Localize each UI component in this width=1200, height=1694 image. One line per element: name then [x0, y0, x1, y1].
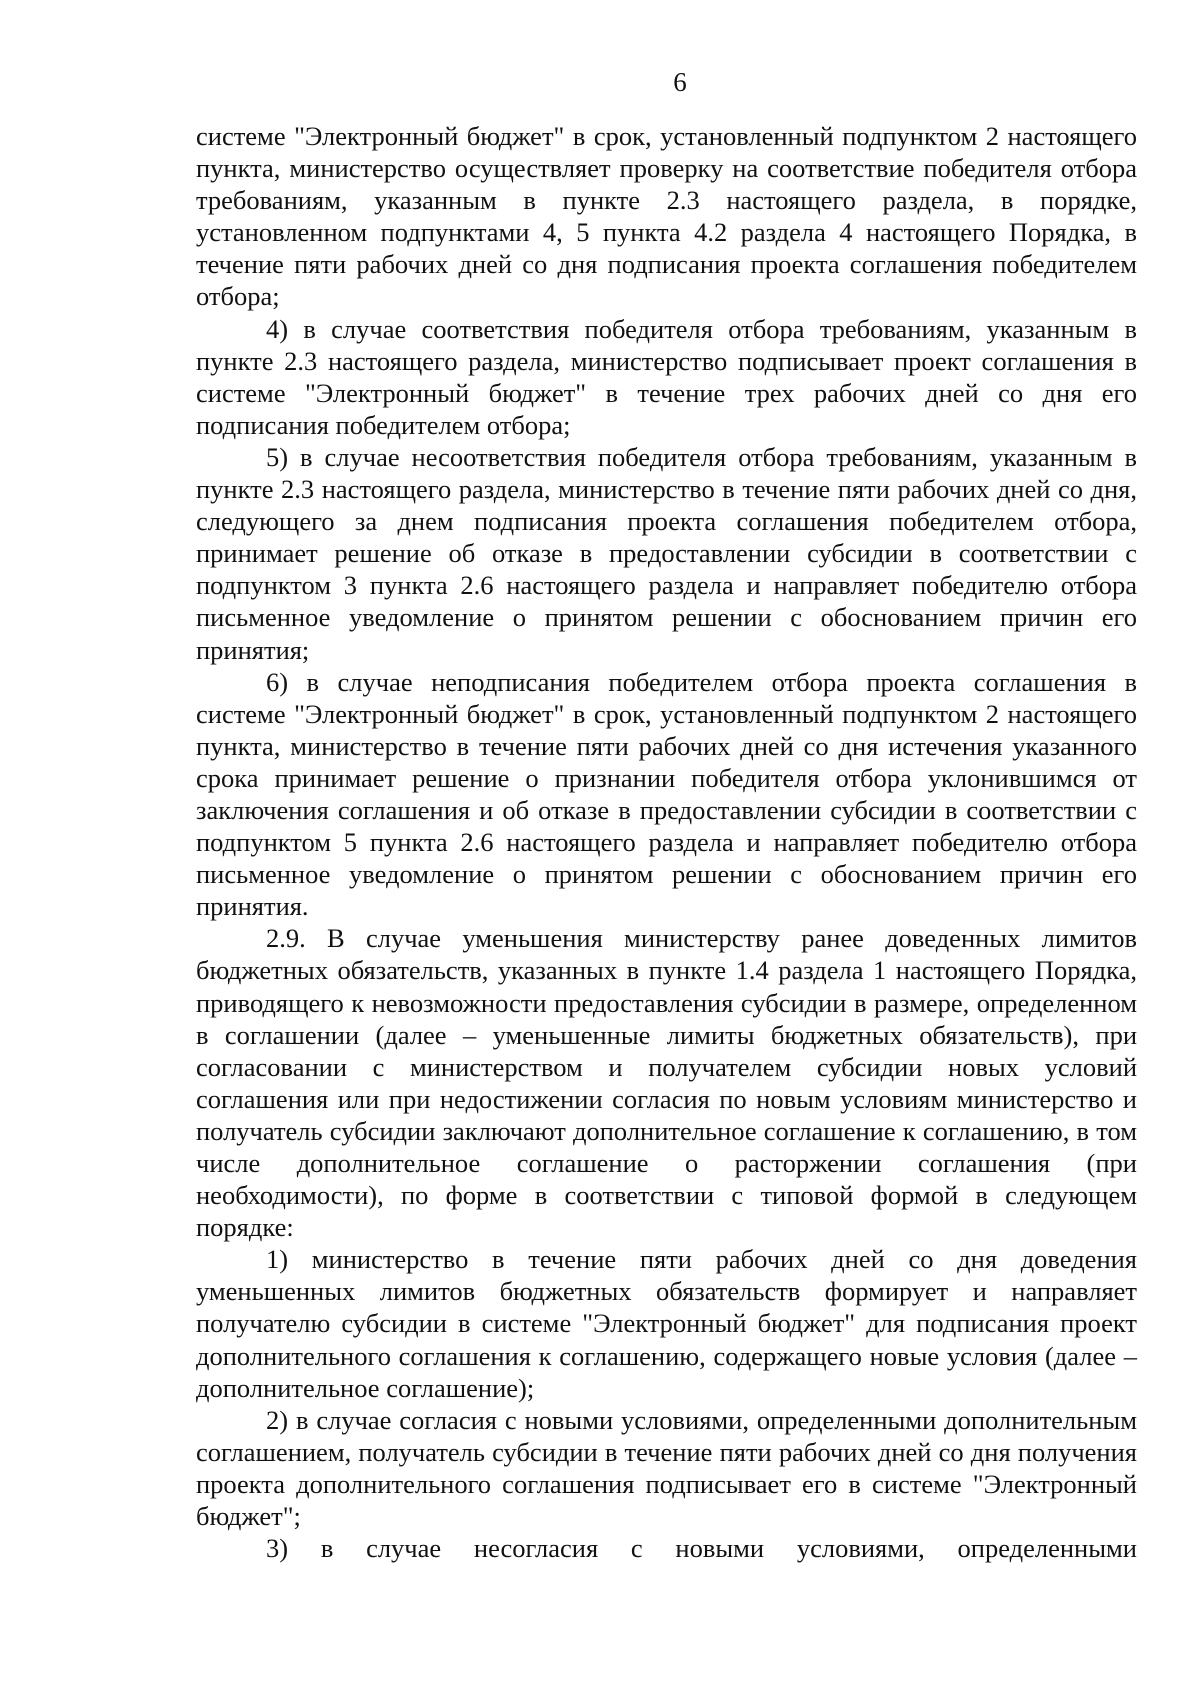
paragraph-subitem-3: 3) в случае несогласия с новыми условиями, определенными — [266, 1533, 1137, 1564]
paragraph-item-4: 4) в случае соответствия победителя отбора требованиям, указанным в пункте 2.3 настоящего раздела, министерство подписывает проект соглашения в системе "Электронный бюджет" в течение трех рабочих дней со дня его подписания победителем отбора; — [196, 313, 1137, 440]
page-number: 6 — [673, 67, 687, 97]
paragraph-item-5: 5) в случае несоответствия победителя отбора требованиям, указанным в пункте 2.3 настоящего раздела, министерство в течение пяти рабочих дней со дня, следующего за днем подписания проекта соглашения победителем отбора, принимает решение об отказе в предоставлении субсидии в соответствии с подпунктом 3 пункта 2.6 настоящего раздела и направляет победителю отбора письменное уведомление о принятом решении с обоснованием причин его принятия; — [196, 441, 1137, 665]
paragraph-item-6: 6) в случае неподписания победителем отбора проекта соглашения в системе "Электронный бюджет" в срок, установленный подпунктом 2 настоящего пункта, министерство в течение пяти рабочих дней со дня истечения указанного срока принимает решение о признании победителя отбора уклонившимся от заключения соглашения и об отказе в предоставлении субсидии в соответствии с подпунктом 5 пункта 2.6 настоящего раздела и направляет победителю отбора письменное уведомление о принятом решении с обоснованием причин его принятия. — [196, 666, 1137, 922]
paragraph-continuation: системе "Электронный бюджет" в срок, установленный подпунктом 2 настоящего пункта, министерство осуществляет проверку на соответствие победителя отбора требованиям, указанным в пункте 2.3 настоящего раздела, в порядке, установленном подпунктами 4, 5 пункта 4.2 раздела 4 настоящего Порядка, в течение пяти рабочих дней со дня подписания проекта соглашения победителем отбора; — [196, 121, 1137, 312]
paragraph-subitem-1: 1) министерство в течение пяти рабочих дней со дня доведения уменьшенных лимитов бюджетных обязательств формирует и направляет получателю субсидии в системе "Электронный бюджет" для подписания проект дополнительного соглашения к соглашению, содержащего новые условия (далее – дополнительное соглашение); — [196, 1244, 1137, 1403]
paragraph-subitem-2: 2) в случае согласия с новыми условиями, определенными дополнительным соглашением, получатель субсидии в течение пяти рабочих дней со дня получения проекта дополнительного соглашения подписывает его в системе "Электронный бюджет"; — [196, 1404, 1137, 1532]
paragraph-section-2-9: 2.9. В случае уменьшения министерству ранее доведенных лимитов бюджетных обязательств, указанных в пункте 1.4 раздела 1 настоящего Порядка, приводящего к невозможности предоставления субсидии в размере, определенном в соглашении (далее – уменьшенные лимиты бюджетных обязательств), при согласовании с министерством и получателем субсидии новых условий соглашения или при недостижении согласия по новым условиям министерство и получатель субсидии заключают дополнительное соглашение к соглашению, в том числе дополнительное соглашение о расторжении соглашения (при необходимости), по форме в соответствии с типовой формой в следующем порядке: — [196, 923, 1137, 1243]
document-body — [196, 120, 1137, 1564]
